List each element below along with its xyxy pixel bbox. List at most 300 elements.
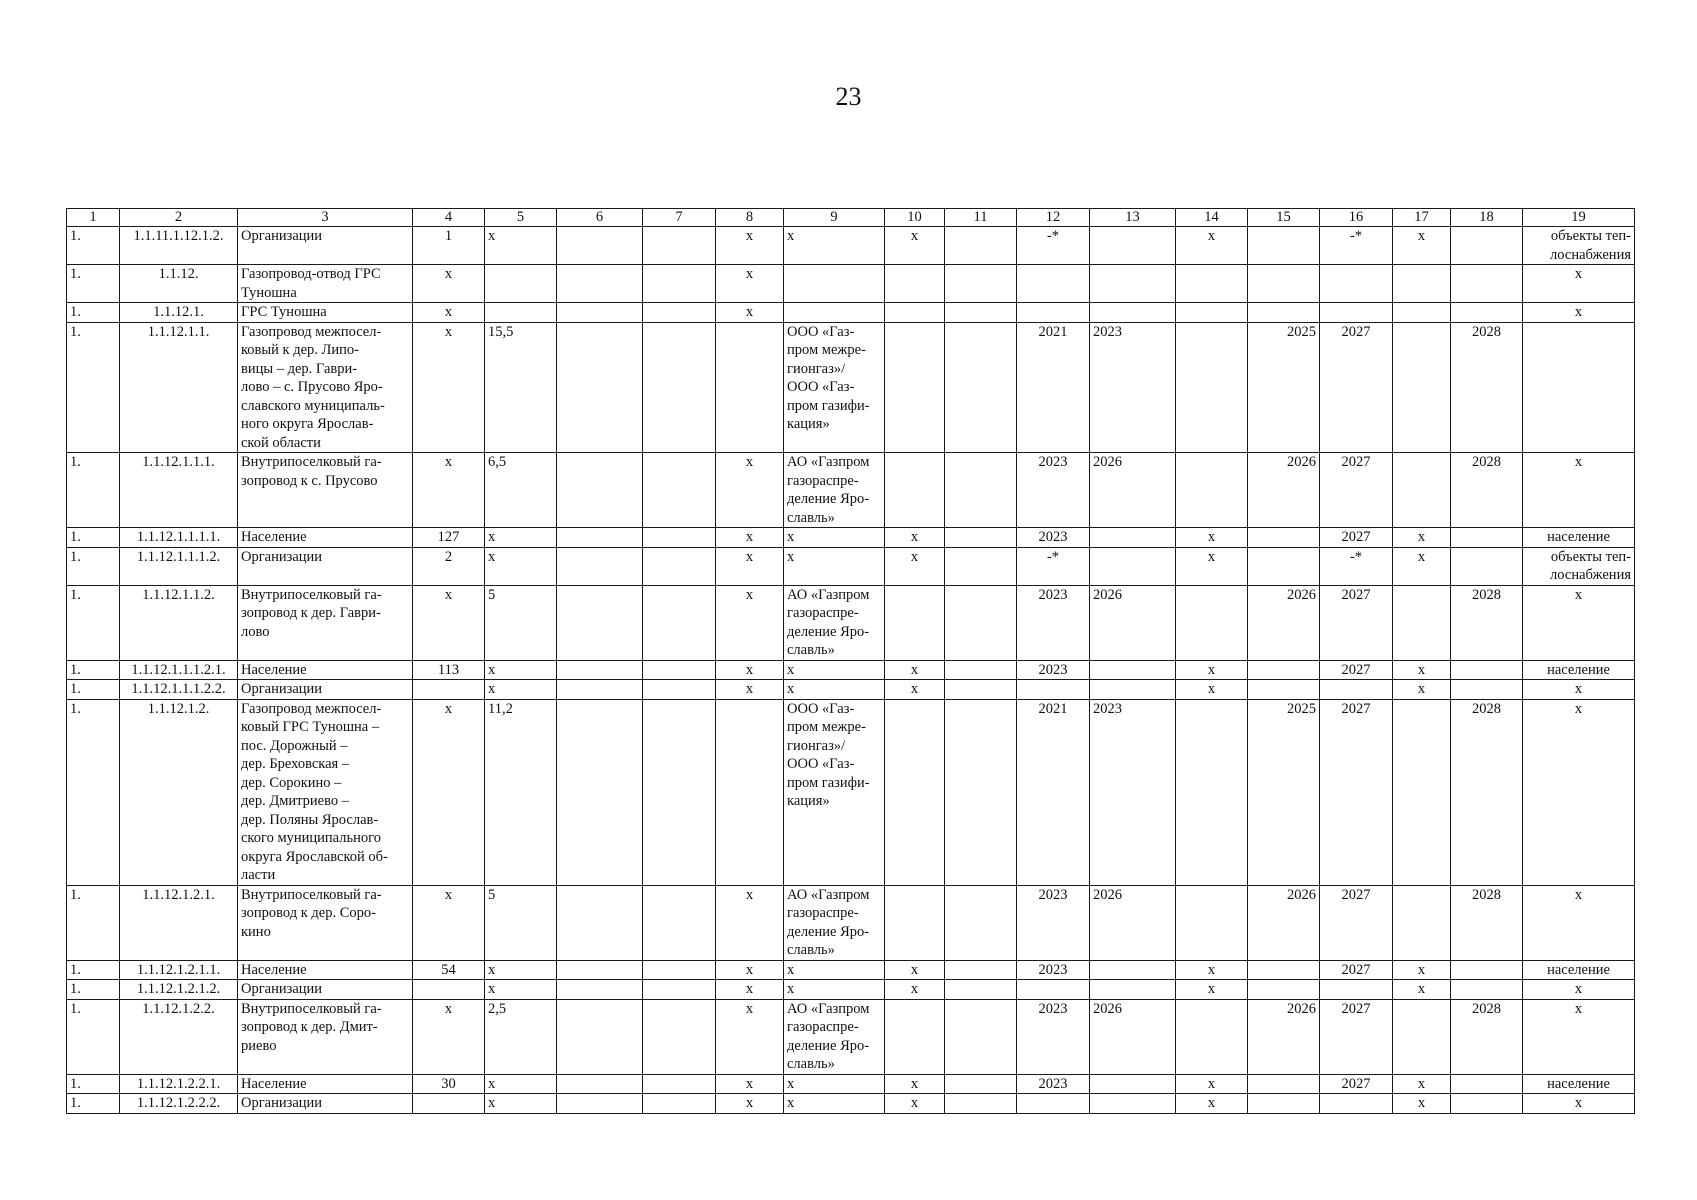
table-cell-col-13 xyxy=(1090,265,1176,303)
table-cell-col-5: 5 xyxy=(485,585,557,660)
table-cell-col-16: -* xyxy=(1320,227,1393,265)
table-cell-col-9: х xyxy=(784,547,885,585)
table-cell-col-8: х xyxy=(716,1094,784,1114)
table-cell-col-1: 1. xyxy=(67,660,120,680)
data-table xyxy=(66,208,1635,1114)
table-cell-col-16: -* xyxy=(1320,547,1393,585)
table-cell-col-18 xyxy=(1451,960,1523,980)
table-cell-col-6 xyxy=(557,227,643,265)
column-number-11: 11 xyxy=(945,209,1017,227)
table-cell-col-9: АО «Газпром газораспре- деление Яро- славль» xyxy=(784,585,885,660)
table-cell-col-17 xyxy=(1393,585,1451,660)
table-row xyxy=(67,547,1635,585)
table-cell-col-19 xyxy=(1523,322,1635,453)
table-cell-col-1: 1. xyxy=(67,453,120,528)
column-number-9: 9 xyxy=(784,209,885,227)
table-cell-col-14: х xyxy=(1176,547,1248,585)
table-row xyxy=(67,660,1635,680)
table-cell-col-7 xyxy=(643,227,716,265)
table-cell-col-7 xyxy=(643,303,716,323)
table-row xyxy=(67,585,1635,660)
table-cell-col-16: 2027 xyxy=(1320,453,1393,528)
table-cell-col-7 xyxy=(643,528,716,548)
table-cell-col-4: х xyxy=(413,322,485,453)
table-cell-col-14: х xyxy=(1176,980,1248,1000)
table-cell-col-14 xyxy=(1176,699,1248,885)
column-number-2: 2 xyxy=(120,209,238,227)
table-cell-col-17 xyxy=(1393,453,1451,528)
table-cell-col-11 xyxy=(945,453,1017,528)
table-cell-col-9: х xyxy=(784,680,885,700)
table-cell-col-3: Организации xyxy=(238,1094,413,1114)
table-cell-col-9 xyxy=(784,265,885,303)
column-number-3: 3 xyxy=(238,209,413,227)
table-cell-col-15: 2025 xyxy=(1248,699,1320,885)
table-cell-col-14: х xyxy=(1176,660,1248,680)
table-cell-col-10: х xyxy=(885,1074,945,1094)
table-cell-col-12: 2023 xyxy=(1017,528,1090,548)
column-number-8: 8 xyxy=(716,209,784,227)
table-cell-col-7 xyxy=(643,660,716,680)
table-cell-col-14 xyxy=(1176,585,1248,660)
table-cell-col-2: 1.1.12.1.1.1.2.1. xyxy=(120,660,238,680)
table-cell-col-9: х xyxy=(784,960,885,980)
table-cell-col-15: 2026 xyxy=(1248,585,1320,660)
table-cell-col-7 xyxy=(643,960,716,980)
table-cell-col-15 xyxy=(1248,680,1320,700)
table-cell-col-14: х xyxy=(1176,227,1248,265)
table-cell-col-4: х xyxy=(413,265,485,303)
table-cell-col-12 xyxy=(1017,680,1090,700)
table-cell-col-13: 2026 xyxy=(1090,999,1176,1074)
table-cell-col-3: Организации xyxy=(238,227,413,265)
table-cell-col-10 xyxy=(885,885,945,960)
table-cell-col-3: Организации xyxy=(238,547,413,585)
table-cell-col-1: 1. xyxy=(67,585,120,660)
table-cell-col-7 xyxy=(643,453,716,528)
table-cell-col-19: население xyxy=(1523,960,1635,980)
table-cell-col-12 xyxy=(1017,265,1090,303)
table-cell-col-10 xyxy=(885,999,945,1074)
table-cell-col-17 xyxy=(1393,999,1451,1074)
table-cell-col-1: 1. xyxy=(67,265,120,303)
table-cell-col-16: 2027 xyxy=(1320,960,1393,980)
table-cell-col-7 xyxy=(643,980,716,1000)
table-cell-col-4 xyxy=(413,980,485,1000)
table-cell-col-4: 54 xyxy=(413,960,485,980)
table-cell-col-3: Внутрипоселковый га- зопровод к с. Прусово xyxy=(238,453,413,528)
table-cell-col-17: х xyxy=(1393,1074,1451,1094)
table-cell-col-7 xyxy=(643,585,716,660)
table-cell-col-6 xyxy=(557,1074,643,1094)
table-cell-col-1: 1. xyxy=(67,980,120,1000)
table-cell-col-13 xyxy=(1090,1074,1176,1094)
table-cell-col-6 xyxy=(557,699,643,885)
table-cell-col-16 xyxy=(1320,1094,1393,1114)
table-cell-col-9: АО «Газпром газораспре- деление Яро- славль» xyxy=(784,453,885,528)
table-cell-col-6 xyxy=(557,660,643,680)
table-cell-col-2: 1.1.12.1.2.2.1. xyxy=(120,1074,238,1094)
table-cell-col-5 xyxy=(485,265,557,303)
column-number-1: 1 xyxy=(67,209,120,227)
table-cell-col-5: 2,5 xyxy=(485,999,557,1074)
table-cell-col-14 xyxy=(1176,265,1248,303)
table-cell-col-3: ГРС Туношна xyxy=(238,303,413,323)
table-cell-col-17: х xyxy=(1393,960,1451,980)
table-cell-col-5 xyxy=(485,303,557,323)
table-row xyxy=(67,227,1635,265)
table-cell-col-18: 2028 xyxy=(1451,699,1523,885)
table-cell-col-4 xyxy=(413,1094,485,1114)
table-cell-col-13 xyxy=(1090,980,1176,1000)
table-cell-col-8 xyxy=(716,322,784,453)
table-row xyxy=(67,1094,1635,1114)
table-cell-col-3: Внутрипоселковый га- зопровод к дер. Гаври- лово xyxy=(238,585,413,660)
table-cell-col-11 xyxy=(945,227,1017,265)
table-cell-col-16: 2027 xyxy=(1320,1074,1393,1094)
table-cell-col-8: х xyxy=(716,303,784,323)
table-cell-col-13: 2023 xyxy=(1090,322,1176,453)
table-cell-col-11 xyxy=(945,528,1017,548)
column-number-10: 10 xyxy=(885,209,945,227)
table-cell-col-6 xyxy=(557,680,643,700)
table-cell-col-17: х xyxy=(1393,547,1451,585)
table-cell-col-8: х xyxy=(716,227,784,265)
table-cell-col-6 xyxy=(557,322,643,453)
table-cell-col-17: х xyxy=(1393,1094,1451,1114)
table-cell-col-18 xyxy=(1451,1094,1523,1114)
table-cell-col-17: х xyxy=(1393,528,1451,548)
table-cell-col-5: х xyxy=(485,980,557,1000)
table-cell-col-19: х xyxy=(1523,453,1635,528)
table-cell-col-1: 1. xyxy=(67,999,120,1074)
table-cell-col-10 xyxy=(885,585,945,660)
table-row xyxy=(67,980,1635,1000)
table-cell-col-9: х xyxy=(784,1074,885,1094)
table-cell-col-8: х xyxy=(716,660,784,680)
table-cell-col-1: 1. xyxy=(67,303,120,323)
table-cell-col-10: х xyxy=(885,680,945,700)
table-body xyxy=(67,209,1635,1114)
table-cell-col-8: х xyxy=(716,680,784,700)
table-cell-col-2: 1.1.11.1.12.1.2. xyxy=(120,227,238,265)
table-cell-col-13 xyxy=(1090,1094,1176,1114)
table-cell-col-6 xyxy=(557,980,643,1000)
table-cell-col-5: х xyxy=(485,1094,557,1114)
table-cell-col-16: 2027 xyxy=(1320,322,1393,453)
table-cell-col-8 xyxy=(716,699,784,885)
table-row xyxy=(67,680,1635,700)
table-cell-col-19: объекты теп- лоснабжения xyxy=(1523,547,1635,585)
table-cell-col-15 xyxy=(1248,660,1320,680)
table-cell-col-19: х xyxy=(1523,699,1635,885)
table-cell-col-5: х xyxy=(485,1074,557,1094)
table-cell-col-8: х xyxy=(716,585,784,660)
table-cell-col-18 xyxy=(1451,547,1523,585)
table-cell-col-15 xyxy=(1248,227,1320,265)
table-cell-col-18 xyxy=(1451,528,1523,548)
table-row xyxy=(67,999,1635,1074)
table-row xyxy=(67,885,1635,960)
table-cell-col-12 xyxy=(1017,980,1090,1000)
table-cell-col-11 xyxy=(945,265,1017,303)
table-cell-col-16: 2027 xyxy=(1320,660,1393,680)
table-cell-col-6 xyxy=(557,960,643,980)
table-cell-col-1: 1. xyxy=(67,699,120,885)
table-cell-col-3: Внутрипоселковый га- зопровод к дер. Соро- кино xyxy=(238,885,413,960)
table-cell-col-7 xyxy=(643,322,716,453)
table-cell-col-13: 2026 xyxy=(1090,885,1176,960)
table-cell-col-10 xyxy=(885,453,945,528)
table-cell-col-12: 2023 xyxy=(1017,585,1090,660)
table-cell-col-17: х xyxy=(1393,680,1451,700)
table-cell-col-6 xyxy=(557,1094,643,1114)
table-cell-col-8: х xyxy=(716,453,784,528)
table-cell-col-11 xyxy=(945,303,1017,323)
table-cell-col-16 xyxy=(1320,980,1393,1000)
table-cell-col-18 xyxy=(1451,660,1523,680)
table-cell-col-13 xyxy=(1090,303,1176,323)
table-cell-col-16: 2027 xyxy=(1320,699,1393,885)
table-cell-col-18: 2028 xyxy=(1451,453,1523,528)
column-number-5: 5 xyxy=(485,209,557,227)
table-cell-col-7 xyxy=(643,1094,716,1114)
table-cell-col-5: х xyxy=(485,680,557,700)
table-cell-col-4: 1 xyxy=(413,227,485,265)
table-row xyxy=(67,699,1635,885)
table-cell-col-16 xyxy=(1320,303,1393,323)
table-cell-col-6 xyxy=(557,547,643,585)
table-cell-col-11 xyxy=(945,960,1017,980)
table-cell-col-19: х xyxy=(1523,585,1635,660)
table-cell-col-8: х xyxy=(716,528,784,548)
table-cell-col-19: х xyxy=(1523,980,1635,1000)
table-cell-col-13 xyxy=(1090,960,1176,980)
table-cell-col-19: население xyxy=(1523,660,1635,680)
table-cell-col-11 xyxy=(945,680,1017,700)
table-cell-col-13 xyxy=(1090,680,1176,700)
table-cell-col-2: 1.1.12. xyxy=(120,265,238,303)
table-cell-col-6 xyxy=(557,303,643,323)
table-cell-col-16 xyxy=(1320,680,1393,700)
table-cell-col-2: 1.1.12.1. xyxy=(120,303,238,323)
table-cell-col-4: х xyxy=(413,699,485,885)
table-cell-col-3: Население xyxy=(238,960,413,980)
table-row xyxy=(67,322,1635,453)
table-cell-col-9: ООО «Газ- пром межре- гионгаз»/ ООО «Газ- пром газифи- кация» xyxy=(784,699,885,885)
table-cell-col-1: 1. xyxy=(67,528,120,548)
table-cell-col-11 xyxy=(945,1074,1017,1094)
table-cell-col-2: 1.1.12.1.1.2. xyxy=(120,585,238,660)
table-cell-col-13 xyxy=(1090,528,1176,548)
table-cell-col-9: х xyxy=(784,660,885,680)
table-cell-col-7 xyxy=(643,680,716,700)
table-cell-col-9: АО «Газпром газораспре- деление Яро- славль» xyxy=(784,885,885,960)
table-cell-col-3: Организации xyxy=(238,680,413,700)
table-cell-col-18 xyxy=(1451,265,1523,303)
table-cell-col-18 xyxy=(1451,227,1523,265)
table-cell-col-10: х xyxy=(885,547,945,585)
column-number-17: 17 xyxy=(1393,209,1451,227)
table-cell-col-6 xyxy=(557,453,643,528)
table-cell-col-4: 30 xyxy=(413,1074,485,1094)
table-cell-col-16 xyxy=(1320,265,1393,303)
table-cell-col-18 xyxy=(1451,1074,1523,1094)
table-cell-col-15 xyxy=(1248,960,1320,980)
table-cell-col-14: х xyxy=(1176,680,1248,700)
table-row xyxy=(67,303,1635,323)
table-cell-col-7 xyxy=(643,699,716,885)
table-cell-col-13: 2026 xyxy=(1090,585,1176,660)
table-cell-col-5: х xyxy=(485,547,557,585)
table-cell-col-14 xyxy=(1176,453,1248,528)
table-cell-col-4: 127 xyxy=(413,528,485,548)
table-cell-col-18: 2028 xyxy=(1451,999,1523,1074)
table-cell-col-19: х xyxy=(1523,680,1635,700)
table-cell-col-16: 2027 xyxy=(1320,585,1393,660)
table-cell-col-15 xyxy=(1248,1094,1320,1114)
table-cell-col-6 xyxy=(557,885,643,960)
column-number-14: 14 xyxy=(1176,209,1248,227)
table-cell-col-10 xyxy=(885,322,945,453)
table-cell-col-8: х xyxy=(716,1074,784,1094)
table-row xyxy=(67,265,1635,303)
table-cell-col-18 xyxy=(1451,680,1523,700)
table-cell-col-5: 6,5 xyxy=(485,453,557,528)
column-number-12: 12 xyxy=(1017,209,1090,227)
column-number-16: 16 xyxy=(1320,209,1393,227)
table-cell-col-2: 1.1.12.1.1.1.2. xyxy=(120,547,238,585)
column-number-18: 18 xyxy=(1451,209,1523,227)
table-cell-col-15 xyxy=(1248,303,1320,323)
table-cell-col-10 xyxy=(885,265,945,303)
table-cell-col-2: 1.1.12.1.2.1.2. xyxy=(120,980,238,1000)
table-cell-col-10 xyxy=(885,303,945,323)
table-cell-col-3: Население xyxy=(238,1074,413,1094)
table-cell-col-14 xyxy=(1176,885,1248,960)
table-cell-col-1: 1. xyxy=(67,322,120,453)
table-cell-col-17 xyxy=(1393,699,1451,885)
table-cell-col-8: х xyxy=(716,885,784,960)
column-number-6: 6 xyxy=(557,209,643,227)
table-cell-col-14: х xyxy=(1176,528,1248,548)
table-cell-col-7 xyxy=(643,1074,716,1094)
table-cell-col-14 xyxy=(1176,322,1248,453)
table-cell-col-13: 2023 xyxy=(1090,699,1176,885)
table-cell-col-9: х xyxy=(784,528,885,548)
table-cell-col-12 xyxy=(1017,1094,1090,1114)
table-cell-col-3: Население xyxy=(238,528,413,548)
table-cell-col-7 xyxy=(643,999,716,1074)
table-cell-col-11 xyxy=(945,660,1017,680)
table-cell-col-14 xyxy=(1176,303,1248,323)
table-cell-col-19: х xyxy=(1523,885,1635,960)
table-cell-col-14: х xyxy=(1176,1094,1248,1114)
table-cell-col-9: х xyxy=(784,1094,885,1114)
table-cell-col-12: -* xyxy=(1017,227,1090,265)
table-cell-col-6 xyxy=(557,528,643,548)
table-cell-col-11 xyxy=(945,885,1017,960)
table-cell-col-15 xyxy=(1248,980,1320,1000)
table-cell-col-18 xyxy=(1451,303,1523,323)
table-cell-col-5: х xyxy=(485,660,557,680)
table-cell-col-8: х xyxy=(716,999,784,1074)
table-cell-col-19: объекты теп- лоснабжения xyxy=(1523,227,1635,265)
table-cell-col-3: Внутрипоселковый га- зопровод к дер. Дмит- риево xyxy=(238,999,413,1074)
column-number-15: 15 xyxy=(1248,209,1320,227)
table-cell-col-8: х xyxy=(716,547,784,585)
table-cell-col-5: х xyxy=(485,528,557,548)
table-cell-col-5: х xyxy=(485,960,557,980)
table-cell-col-15 xyxy=(1248,1074,1320,1094)
table-cell-col-7 xyxy=(643,547,716,585)
table-cell-col-8: х xyxy=(716,960,784,980)
table-cell-col-9: ООО «Газ- пром межре- гионгаз»/ ООО «Газ- пром газифи- кация» xyxy=(784,322,885,453)
table-cell-col-12: 2023 xyxy=(1017,960,1090,980)
table-cell-col-15: 2026 xyxy=(1248,885,1320,960)
table-cell-col-1: 1. xyxy=(67,885,120,960)
table-cell-col-9: х xyxy=(784,227,885,265)
table-cell-col-6 xyxy=(557,585,643,660)
table-cell-col-4: 2 xyxy=(413,547,485,585)
table-cell-col-19: х xyxy=(1523,1094,1635,1114)
table-cell-col-2: 1.1.12.1.2. xyxy=(120,699,238,885)
table-cell-col-9 xyxy=(784,303,885,323)
table-cell-col-17: х xyxy=(1393,227,1451,265)
table-cell-col-19: население xyxy=(1523,528,1635,548)
table-cell-col-2: 1.1.12.1.2.2.2. xyxy=(120,1094,238,1114)
table-cell-col-19: х xyxy=(1523,303,1635,323)
table-cell-col-12 xyxy=(1017,303,1090,323)
table-cell-col-4: х xyxy=(413,885,485,960)
table-cell-col-1: 1. xyxy=(67,1074,120,1094)
table-cell-col-11 xyxy=(945,547,1017,585)
table-cell-col-1: 1. xyxy=(67,960,120,980)
table-cell-col-3: Газопровод межпосел- ковый к дер. Липо- вицы – дер. Гаври- лово – с. Прусово Яро- славского муниципаль- ного округа Ярослав- ской области xyxy=(238,322,413,453)
table-cell-col-10: х xyxy=(885,660,945,680)
column-number-row xyxy=(67,209,1635,227)
table-cell-col-5: 5 xyxy=(485,885,557,960)
table-cell-col-12: 2023 xyxy=(1017,885,1090,960)
table-row xyxy=(67,453,1635,528)
table-cell-col-12: 2023 xyxy=(1017,453,1090,528)
table-cell-col-1: 1. xyxy=(67,547,120,585)
table-cell-col-17 xyxy=(1393,265,1451,303)
table-cell-col-17 xyxy=(1393,885,1451,960)
table-cell-col-12: 2023 xyxy=(1017,660,1090,680)
table-cell-col-2: 1.1.12.1.2.2. xyxy=(120,999,238,1074)
table-cell-col-11 xyxy=(945,980,1017,1000)
column-number-7: 7 xyxy=(643,209,716,227)
table-cell-col-11 xyxy=(945,585,1017,660)
table-cell-col-9: АО «Газпром газораспре- деление Яро- славль» xyxy=(784,999,885,1074)
table-cell-col-11 xyxy=(945,322,1017,453)
table-cell-col-10: х xyxy=(885,528,945,548)
page-number: 23 xyxy=(835,82,862,111)
table-cell-col-3: Организации xyxy=(238,980,413,1000)
table-cell-col-19: население xyxy=(1523,1074,1635,1094)
table-cell-col-4: х xyxy=(413,585,485,660)
table-cell-col-15: 2025 xyxy=(1248,322,1320,453)
table-cell-col-18: 2028 xyxy=(1451,885,1523,960)
table-cell-col-7 xyxy=(643,265,716,303)
table-cell-col-12: 2023 xyxy=(1017,1074,1090,1094)
table-cell-col-1: 1. xyxy=(67,680,120,700)
table-cell-col-10: х xyxy=(885,980,945,1000)
table-cell-col-2: 1.1.12.1.1.1. xyxy=(120,453,238,528)
table-cell-col-2: 1.1.12.1.1. xyxy=(120,322,238,453)
table-cell-col-5: 11,2 xyxy=(485,699,557,885)
